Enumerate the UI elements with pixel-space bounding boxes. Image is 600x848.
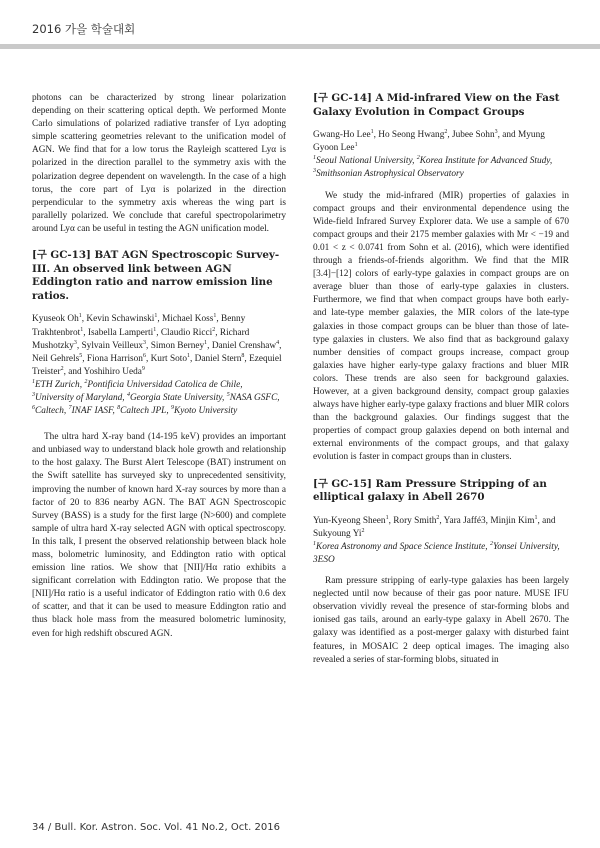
author-affil-marker: 2	[361, 527, 365, 534]
gc14-authors: Gwang-Ho Lee$^1$, Ho Seong Hwang$^2$, Jubee Sohn$^3$, and Myung Gyoon Lee$^1$	[313, 129, 545, 154]
author-name: Yun-Kyeong Sheen	[313, 515, 386, 526]
author-affil-marker: 1	[187, 352, 191, 359]
author-name: Rory Smith	[393, 515, 437, 526]
author-name: Sukyoung Yi	[313, 528, 362, 539]
author-name: Michael Koss	[161, 314, 214, 325]
author-affil-marker: 2	[444, 129, 448, 136]
gc14-abstract: We study the mid-infrared (MIR) properties of galaxies in compact groups and their environmental dependence using the Wide-field Infrared Survey Explorer data. We use a sample of 670 compact groups and their 2175 member galaxies with Mr < −19 and 0.01 < z < 0.0741 from Sohn et al. (2016), which were identified through a friends-of-friends algorithm. We find that the MIR [3.4]−[12] colors of early-type galaxies in compact groups are on average bluer than those of early-type galaxies in clusters. Furthermore, we find that when compact groups have both early- and late-type member galaxies, the MIR colors of the late-type galaxies in those compact groups can be bluer than those of late-type galaxies in clusters. We also find that as background galaxy number densities of compact groups increase, compact group galaxies have higher early-type galaxy fractions and bluer MIR colors. These trends are also seen for background galaxies. However, at a given background density, compact group galaxies always have higher early-type galaxy fractions and bluer MIR colors than the background galaxies. Our findings suggest that the properties of compact group galaxies depend on both internal and external environments of the compact groups, and that galaxy evolution is faster in compact groups than in clusters.	[313, 190, 569, 463]
affil-marker: 3	[313, 168, 316, 175]
affiliation-name: Korea Astronomy and Space Science Institute	[316, 541, 486, 552]
author-name: Daniel Stern	[194, 353, 242, 364]
author-affil-marker: 3	[494, 129, 498, 136]
affil-marker: 2	[84, 378, 88, 385]
affiliation-name: NASA GSFC	[229, 392, 278, 403]
gc14-title: [구 GC-14] A Mid-infrared View on the Fast Galaxy Evolution in Compact Groups	[313, 92, 560, 118]
affil-marker: 1	[32, 378, 35, 385]
author-affil-marker: 5	[79, 352, 83, 359]
author-affil-marker: 2	[60, 365, 64, 372]
gc14-affiliations: $^1$Seoul National University, $^2$Korea Institute for Advanced Study, $^3$Smithsonian Astrophysical Observatory	[313, 155, 553, 180]
author-affil-marker: 6	[142, 352, 146, 359]
author-name: Richard Mushotzky	[32, 327, 250, 351]
gc13-title: [구 GC-13] BAT AGN Spectroscopic Survey-III. An observed link between AGN Eddington ratio and narrow emission line ratios.	[32, 249, 280, 302]
author-name: Daniel Crenshaw	[211, 340, 277, 351]
affil-marker: 7	[68, 405, 72, 412]
affil-marker: 2	[489, 540, 493, 547]
gc13-abstract: The ultra hard X-ray band (14-195 keV) provides an important and unbiased way to understand black hole growth and relationship to the host galaxy. The Burst Alert Telescope (BAT) instrument on the Swift satellite has surveyed sky to unprecedented sensitivity, improving the number of known hard X-ray sources by more than a factor of 20 to 836 nearby AGN. The BAT AGN Spectroscopic Survey (BASS) is a study for the first large (N>600) and complete sample of ultra hard X-ray selected AGN with optical spectroscopy. In this talk, I present the observed relationship between black hole mass, bolometric luminosity, and Eddington ratio with optical emission line ratios. We show that [NII]/Hα ratio exhibits a significant correlation with Eddington ratio. We propose that the [NII]/Hα ratio is a useful indicator of Eddington ratio with 0.6 dex of scatter, and that it can be used to measure Eddington ratio and thus black hole mass from the measured bolometric luminosity, even for high redshift obscured AGN.	[32, 432, 286, 639]
affiliation-name: INAF IASF	[71, 406, 113, 417]
author-name: Kyuseok Oh	[32, 314, 79, 325]
author-name: Ho Seong Hwang	[378, 130, 445, 141]
affil-marker: 3	[32, 391, 35, 398]
gc15-affiliations: $^1$Korea Astronomy and Space Science Institute, $^2$Yonsei University, 3ESO	[313, 540, 560, 565]
author-affil-marker: 2	[436, 514, 440, 521]
author-name: Ezequiel Treister	[32, 353, 282, 377]
affiliation-name: Korea Institute for Advanced Study	[419, 156, 550, 167]
author-affil-marker: 1	[154, 313, 158, 320]
affiliation-name: Caltech JPL	[120, 406, 167, 417]
header-rule	[0, 44, 600, 49]
affiliation-name: Yonsei University, 3ESO	[313, 541, 560, 565]
affil-marker: 1	[313, 540, 316, 547]
author-affil-marker: 1	[80, 326, 84, 333]
gc13-affiliations: $^1$ETH Zurich, $^2$Pontificia Universidad Catolica de Chile, $^3$University of Maryland, $^4$Georgia State University, $^5$NASA GSFC, $^6$Caltech, $^7$INAF IASF, $^8$Caltech JPL, $^9$Kyoto University	[32, 378, 280, 417]
author-affil-marker: 3	[143, 339, 147, 346]
author-name: Yoshihiro Ueda	[83, 366, 142, 377]
author-name: Jubee Sohn	[452, 130, 495, 141]
author-affil-marker: 1	[78, 313, 82, 320]
author-name: Myung Gyoon Lee	[313, 130, 545, 154]
author-affil-marker: 3	[73, 339, 77, 346]
author-affil-marker: 1	[370, 129, 374, 136]
author-affil-marker: 1	[354, 142, 358, 149]
author-name: Fiona Harrison	[86, 353, 143, 364]
left-column	[32, 92, 286, 641]
author-affil-marker: 1	[534, 514, 538, 521]
author-name: Sylvain Veilleux	[81, 340, 144, 351]
author-affil-marker: 1	[385, 514, 389, 521]
continuation-paragraph: photons can be characterized by strong linear polarization depending on their scattering optical depth. We performed Monte Carlo simulations of polarized radiative transfer of Lyα adopting simple scattering geometries relevant to the unification model of AGN. We find that for a low torus the Rayleigh scattered Lyα is polarized in the direction parallel to the symmetry axis with the polarization degree dependent on wavelength. In the case of a high torus, the core part of Lyα is polarized in the direction perpendicular to the symmetry axis whereas the wing part is parallelly polarized. We conclude that careful spectropolarimetry around Lyα can be useful in testing the AGN unification model.	[32, 93, 286, 234]
affiliation-name: Seoul National University	[316, 156, 413, 167]
affiliation-name: Caltech	[35, 406, 64, 417]
affil-marker: 6	[32, 405, 35, 412]
affiliation-name: Kyoto University	[174, 406, 238, 417]
affiliation-name: University of Maryland	[35, 392, 123, 403]
author-affil-marker: 4	[276, 339, 280, 346]
affiliation-name: Pontificia Universidad Catolica de Chile	[87, 379, 241, 390]
affil-marker: 4	[126, 391, 130, 398]
author-name: Kevin Schawinski	[86, 314, 155, 325]
author-name: Claudio Ricci	[160, 327, 213, 338]
author-name: Kurt Soto	[150, 353, 188, 364]
affiliation-name: Smithsonian Astrophysical Observatory	[316, 169, 464, 180]
gc15-abstract: Ram pressure stripping of early-type galaxies has been largely neglected until now because of their gas poor nature. MUSE IFU observation vividly reveal the presence of star-forming blobs and ionised gas tails, around an early-type galaxy in Abell 2670. The galaxy was identified as a post-merger galaxy with disturbed faint features, in MOSAIC 2 deep optical images. The imaging also revealed a series of star-forming blobs, situated in	[313, 576, 569, 665]
affil-marker: 2	[416, 155, 420, 162]
author-name: Isabella Lamperti	[87, 327, 154, 338]
author-name: Minjin Kim	[490, 515, 535, 526]
author-name: Neil Gehrels	[32, 353, 80, 364]
affiliation-name: ETH Zurich	[35, 379, 80, 390]
author-affil-marker: 1	[204, 339, 208, 346]
running-header: 2016 가을 학술대회	[32, 22, 136, 36]
right-column	[313, 92, 569, 667]
author-affil-marker: 1	[213, 313, 217, 320]
affiliation-name: Georgia State University	[129, 392, 223, 403]
affil-marker: 5	[226, 391, 230, 398]
page-footer: 34 / Bull. Kor. Astron. Soc. Vol. 41 No.2, Oct. 2016	[32, 822, 280, 833]
author-affil-marker: 8	[241, 352, 245, 359]
gc15-title: [구 GC-15] Ram Pressure Stripping of an elliptical galaxy in Abell 2670	[313, 477, 547, 504]
author-name: Simon Berney	[150, 340, 205, 351]
author-name: Gwang-Ho Lee	[313, 130, 371, 141]
affil-marker: 8	[117, 405, 121, 412]
affil-marker: 9	[171, 405, 174, 412]
author-affil-marker: 9	[141, 365, 145, 372]
affil-marker: 1	[313, 155, 316, 162]
gc15-authors: Yun-Kyeong Sheen$^1$, Rory Smith$^2$, Yara Jaffé3, Minjin Kim$^1$, and Sukyoung Yi$^2$	[313, 514, 556, 539]
author-affil-marker: 2	[212, 326, 216, 333]
author-name: Benny Trakhtenbrot	[32, 314, 246, 338]
author-name: Yara Jaffé3	[443, 515, 486, 526]
author-affil-marker: 1	[153, 326, 157, 333]
gc13-authors: Kyuseok Oh$^1$, Kevin Schawinski$^1$, Michael Koss$^1$, Benny Trakhtenbrot$^1$, Isabella Lamperti$^1$, Claudio Ricci$^2$, Richard Mushotzky$^3$, Sylvain Veilleux$^3$, Simon Berney$^1$, Daniel Crenshaw$^4$, Neil Gehrels$^5$, Fiona Harrison$^6$, Kurt Soto$^1$, Daniel Stern$^8$, Ezequiel Treister$^2$, and Yoshihiro Ueda$^9$	[32, 313, 282, 377]
